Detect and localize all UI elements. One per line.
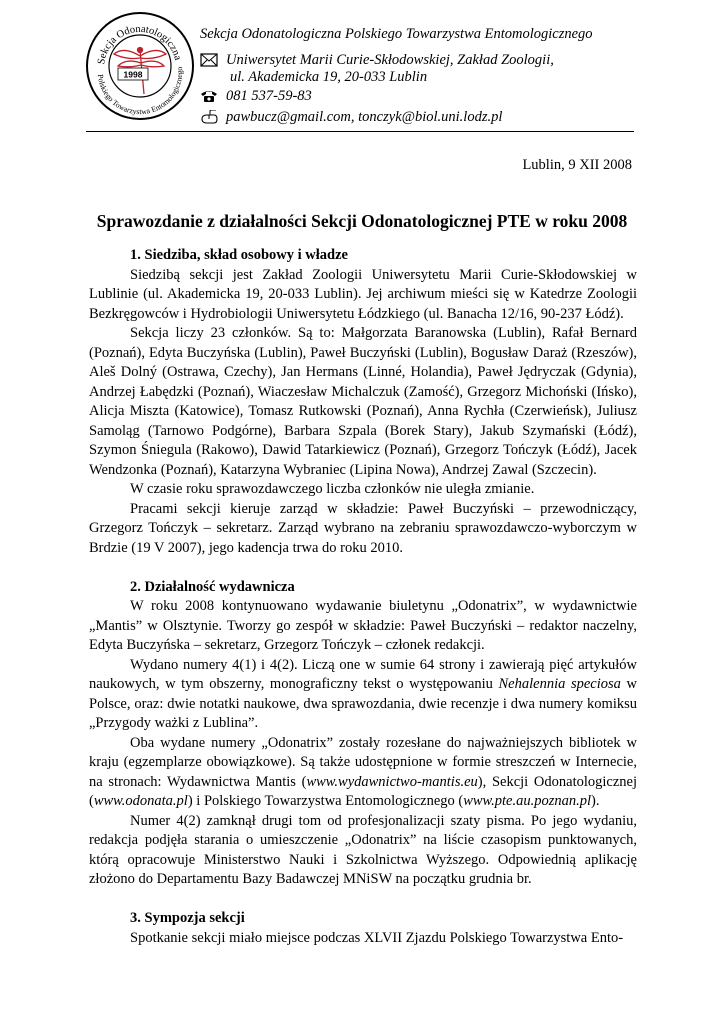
- address-line-2: ul. Akademicka 19, 20-033 Lublin: [230, 69, 428, 85]
- section-2-paragraph: W roku 2008 kontynuowano wydawanie biuletynu „Odonatrix”, w wydawnictwie „Mantis” w Olsztynie. Tworzy go zespół w składzie: Paweł Buczyński – redaktor naczelny, Edyta Buczyńska – sekretarz, Grzegorz Tończyk – członek redakcji.: [89, 598, 637, 653]
- logo-text-bottom: Polskiego Towarzystwa Entomologicznego: [95, 66, 185, 117]
- logo-year: 1998: [123, 69, 143, 80]
- section-2-paragraph: Wydano numery 4(1) i 4(2). Liczą one w sumie 64 strony i zawierają pięć artykułów naukowych, w tym obszerny, monograficzny tekst o występowaniu Nehalennia speciosa w Polsce, oraz: dwie notatki naukowe, dwa sprawozdania, dwie recenzje i dwa numery komiksu „Przygody ważki z Lublina”.: [89, 656, 637, 731]
- section-1-paragraph: Pracami sekcji kieruje zarząd w składzie: Paweł Buczyński – przewodniczący, Grzegorz Tończyk – sekretarz. Zarząd wybrano na zebraniu sprawozdawczo-wyborczym w Brdzie (19 V 2007), jego kadencja trwa do roku 2010.: [89, 500, 637, 556]
- url-pte[interactable]: www.pte.au.poznan.pl: [463, 793, 592, 809]
- section-3-heading: 3. Sympozja sekcji: [130, 910, 245, 926]
- address-line-1: Uniwersytet Marii Curie-Skłodowskiej, Zakład Zoologii,: [226, 52, 554, 68]
- document-date: Lublin, 9 XII 2008: [522, 157, 632, 173]
- section-1-paragraph: Siedzibą sekcji jest Zakład Zoologii Uniwersytetu Marii Curie-Skłodowskiej w Lublinie (ul. Akademicka 19, 20-033 Lublin). Jej archiwum mieści się w Katedrze Zoologii Bezkręgowców i Hydrobiologii Uniwersytetu Łódzkiego (ul. Banacha 12/16, 90-237 Łódź).: [89, 266, 637, 322]
- section-1-heading: 1. Siedziba, skład osobowy i władze: [130, 247, 348, 263]
- email-addresses: pawbucz@gmail.com, tonczyk@biol.uni.lodz.pl: [226, 109, 503, 125]
- url-odonata[interactable]: www.odonata.pl: [93, 793, 188, 809]
- society-logo: [84, 10, 196, 122]
- section-2-paragraph: Numer 4(2) zamknął drugi tom od profesjonalizacji szaty pisma. Po jego wydaniu, redakcja podjęła starania o umieszczenie „Odonatrix” na liście czasopism punktowanych, którą opracowuje Ministerstwo Nauki i Szkolnictwa Wyższego. Odpowiednią aplikację złożono do Departamentu Bazy Badawczej MNiSW na początku grudnia br.: [89, 812, 637, 887]
- document-title: Sprawozdanie z działalności Sekcji Odonatologicznej PTE w roku 2008: [96, 211, 628, 231]
- url-mantis[interactable]: www.wydawnictwo-mantis.eu: [306, 773, 478, 790]
- species-name: Nehalennia speciosa: [498, 676, 621, 692]
- phone-number: 081 537-59-83: [226, 88, 312, 104]
- envelope-icon: [200, 53, 218, 67]
- org-name: Sekcja Odonatologiczna Polskiego Towarzystwa Entomologicznego: [200, 26, 593, 42]
- phone-icon: [200, 89, 218, 103]
- document-body: [89, 246, 637, 948]
- section-2-paragraph: Oba wydane numery „Odonatrix” zostały rozesłane do najważniejszych bibliotek w kraju (egzemplarze obowiązkowe). Są także udostępnione w formie streszczeń w Internecie, na stronach: Wydawnictwa Mantis (www.wydawnictwo-mantis.eu), Sekcji Odonatologicznej (www.odonata.pl) i Polskiego Towarzystwa Entomologicznego (www.pte.au.poznan.pl).: [89, 734, 637, 809]
- section-1-paragraph: Sekcja liczy 23 członków. Są to: Małgorzata Baranowska (Lublin), Rafał Bernard (Poznań), Edyta Buczyńska (Lublin), Paweł Buczyński (Lublin), Bogusław Daraż (Rzeszów), Aleš Dolný (Ostrawa, Czechy), Jan Hermans (Linné, Holandia), Paweł Jędryczak (Gdynia), Andrzej Łabędzki (Poznań), Wiaczesław Michalczuk (Zamość), Grzegorz Michoński (Ińsko), Alicja Miszta (Katowice), Tomasz Rutkowski (Poznań), Anna Rychła (Czerwieńsk), Juliusz Samoląg (Tarnowo Podgórne), Barbara Szpala (Borek Stary), Jakub Szymański (Łódź), Szymon Śniegula (Rakowo), Dawid Tatarkiewicz (Poznań), Grzegorz Tończyk (Łódź), Jacek Wendzonka (Poznań), Katarzyna Wybraniec (Lipina Nowa), Andrzej Zawal (Szczecin).: [89, 325, 637, 478]
- logo-text-top: Sekcja Odonatologiczna: [96, 23, 184, 66]
- header-divider: [86, 131, 634, 132]
- section-2-heading: 2. Działalność wydawnicza: [130, 578, 295, 595]
- mouse-icon: [200, 110, 218, 124]
- section-1-paragraph: W czasie roku sprawozdawczego liczba członków nie uległa zmianie.: [130, 481, 535, 497]
- section-3-paragraph: Spotkanie sekcji miało miejsce podczas XLVII Zjazdu Polskiego Towarzystwa Ento-: [130, 929, 624, 946]
